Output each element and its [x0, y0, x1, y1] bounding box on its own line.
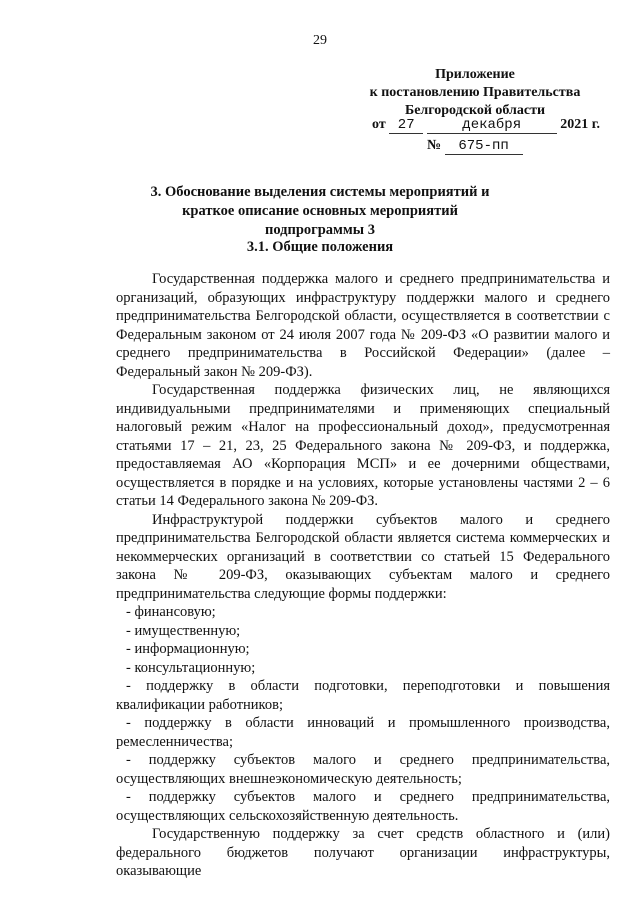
annex-title: Приложение	[435, 67, 515, 82]
list-item: - поддержку в области инноваций и промышленного производства, ремесленничества;	[116, 715, 610, 750]
list-item: - финансовую;	[126, 604, 216, 620]
list-item: - поддержку субъектов малого и среднего предпринимательства, осуществляющих сельскохозяйственную деятельность.	[116, 789, 610, 824]
annex-line-decree: к постановлению Правительства	[369, 85, 581, 100]
document-body	[116, 270, 610, 881]
annex-date-line	[372, 117, 600, 134]
list-item: - поддержку в области подготовки, переподготовки и повышения квалификации работников;	[116, 678, 610, 713]
date-year: 2021 г.	[560, 117, 600, 132]
number-prefix: №	[427, 138, 442, 153]
date-month: декабря	[427, 117, 557, 134]
list-item: - информационную;	[126, 641, 250, 657]
annex-line-region: Белгородской области	[404, 103, 546, 118]
list-item: - консультационную;	[126, 659, 256, 676]
paragraph: Государственная поддержка малого и среднего предпринимательства и организаций, образующих инфраструктуру поддержки малого и среднего предпринимательства Белгородской области, осуществляется в соответствии с Федеральным законом от 24 июля 2007 года № 209-ФЗ «О развитии малого и среднего предпринимательства в Российской Федерации» (далее – Федеральный закон № 209-ФЗ).	[116, 271, 610, 380]
section-title: 3. Обоснование выделения системы мероприятий и краткое описание основных мероприятий подпрограммы 3	[150, 184, 490, 238]
list-item: - поддержку субъектов малого и среднего предпринимательства, осуществляющих внешнеэкономическую деятельность;	[116, 752, 610, 787]
page-number: 29	[313, 33, 327, 48]
paragraph: Государственная поддержка физических лиц, не являющихся индивидуальными предпринимателями и применяющих специальный налоговый режим «Налог на профессиональный доход», предусмотренная статьями 17 – 21, 23, 25 Федерального закона № 209-ФЗ, и поддержка, предоставляемая АО «Корпорация МСП» и ее дочерними обществами, осуществляется в порядке и на условиях, которые установлены частями 2 – 6 статьи 14 Федерального закона № 209-ФЗ.	[116, 382, 610, 509]
list-item: - имущественную;	[126, 622, 241, 639]
decree-number: 675-пп	[445, 138, 523, 155]
annex-number-line	[427, 138, 523, 155]
subsection-title: 3.1. Общие положения	[246, 239, 394, 255]
paragraph: Государственную поддержку за счет средств областного и (или) федерального бюджетов получают организации инфраструктуры, оказывающие	[116, 826, 610, 879]
paragraph: Инфраструктурой поддержки субъектов малого и среднего предпринимательства Белгородской области является система коммерческих и некоммерческих организаций в соответствии со статьей 15 Федерального закона № 209-ФЗ, оказывающих субъектам малого и среднего предпринимательства следующие формы поддержки:	[116, 511, 610, 602]
date-day: 27	[389, 117, 423, 134]
annex-header	[365, 66, 585, 120]
date-prefix: от	[372, 117, 386, 132]
